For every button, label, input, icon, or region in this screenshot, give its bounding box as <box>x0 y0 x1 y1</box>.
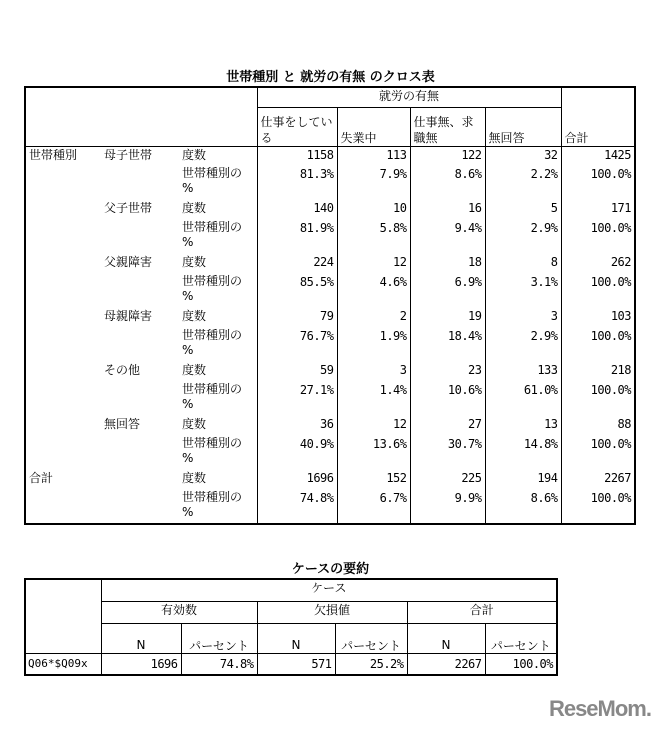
count-cell: 8 <box>485 254 561 274</box>
count-cell: 18 <box>410 254 485 274</box>
count-cell: 2 <box>337 308 410 328</box>
count-cell: 23 <box>410 362 485 382</box>
row-category-label: 母親障害 <box>104 309 153 323</box>
table-row <box>25 490 635 524</box>
table-row <box>25 308 635 328</box>
pct-cell: 100.0% <box>561 328 635 362</box>
table-row <box>25 328 635 362</box>
empty-cell <box>101 328 179 362</box>
pct-cell: 81.3% <box>257 166 337 200</box>
pct-cell: 9.4% <box>410 220 485 254</box>
row-variable-label: 合計 <box>29 471 54 485</box>
empty-cell <box>101 274 179 308</box>
pct-cell: 100.0% <box>561 490 635 524</box>
table-row <box>25 220 635 254</box>
pct-cell: 2.9% <box>485 220 561 254</box>
count-label: 度数 <box>182 309 207 323</box>
summary-title: ケースの要約 <box>291 562 370 577</box>
row-category-label: 無回答 <box>104 417 141 431</box>
corner-cell <box>25 579 101 653</box>
pct-cell: 5.8% <box>337 220 410 254</box>
count-cell: 152 <box>337 470 410 490</box>
n-header: N <box>101 623 181 653</box>
pct-cell: 1.4% <box>337 382 410 416</box>
count-cell: 103 <box>561 308 635 328</box>
count-cell: 36 <box>257 416 337 436</box>
empty-cell <box>101 220 179 254</box>
pct-cell: 81.9% <box>257 220 337 254</box>
table-row <box>25 200 635 220</box>
pct-cell: 30.7% <box>410 436 485 470</box>
empty-cell <box>25 436 101 470</box>
count-cell: 2267 <box>561 470 635 490</box>
pct-label: 世帯種別の % <box>182 328 243 357</box>
count-cell: 79 <box>257 308 337 328</box>
pct-label: 世帯種別の % <box>182 436 243 465</box>
empty-cell <box>25 274 101 308</box>
row-category-label: 母子世帯 <box>104 147 153 162</box>
count-cell: 194 <box>485 470 561 490</box>
pct-cell: 61.0% <box>485 382 561 416</box>
count-cell: 27 <box>410 416 485 436</box>
column-header: 仕事をしている <box>257 107 337 146</box>
pct-cell: 85.5% <box>257 274 337 308</box>
count-cell: 140 <box>257 200 337 220</box>
table-row <box>25 166 635 200</box>
row-category-label <box>101 470 179 490</box>
empty-cell <box>101 436 179 470</box>
summary-value: 1696 <box>101 653 181 675</box>
empty-cell <box>101 490 179 524</box>
pct-cell: 14.8% <box>485 436 561 470</box>
pct-cell: 6.7% <box>337 490 410 524</box>
pct-cell: 9.9% <box>410 490 485 524</box>
count-cell: 1158 <box>257 146 337 166</box>
table-row <box>25 416 635 436</box>
pct-cell: 2.2% <box>485 166 561 200</box>
table-row <box>25 146 635 166</box>
count-label: 度数 <box>182 417 207 431</box>
row-variable-label <box>25 200 101 220</box>
column-header: 失業中 <box>337 107 410 146</box>
count-cell: 10 <box>337 200 410 220</box>
count-cell: 12 <box>337 254 410 274</box>
empty-cell <box>25 166 101 200</box>
pct-cell: 100.0% <box>561 436 635 470</box>
total-header: 合計 <box>561 87 635 146</box>
pct-cell: 8.6% <box>485 490 561 524</box>
pct-cell: 100.0% <box>561 166 635 200</box>
count-cell: 3 <box>337 362 410 382</box>
pct-cell: 100.0% <box>561 220 635 254</box>
row-variable-label <box>25 254 101 274</box>
pct-label: 世帯種別の % <box>182 220 243 249</box>
summary-group-header: 合計 <box>407 601 557 623</box>
count-cell: 113 <box>337 146 410 166</box>
count-cell: 224 <box>257 254 337 274</box>
empty-cell <box>25 220 101 254</box>
summary-row-label: Q06*$Q09x <box>28 656 88 670</box>
pct-cell: 100.0% <box>561 382 635 416</box>
empty-cell <box>25 382 101 416</box>
count-label: 度数 <box>182 201 207 215</box>
row-variable-label <box>25 416 101 436</box>
group-header: 就労の有無 <box>257 87 561 107</box>
count-label: 度数 <box>182 363 207 377</box>
row-category-label: その他 <box>104 363 141 377</box>
count-cell: 5 <box>485 200 561 220</box>
percent-header: パーセント <box>335 623 407 653</box>
count-label: 度数 <box>182 147 207 162</box>
pct-cell: 4.6% <box>337 274 410 308</box>
count-cell: 88 <box>561 416 635 436</box>
summary-value: 74.8% <box>181 653 257 675</box>
count-cell: 19 <box>410 308 485 328</box>
empty-cell <box>101 166 179 200</box>
pct-label: 世帯種別の % <box>182 274 243 303</box>
table-row <box>25 362 635 382</box>
row-variable-label: 世帯種別 <box>29 147 78 162</box>
pct-cell: 74.8% <box>257 490 337 524</box>
count-cell: 1696 <box>257 470 337 490</box>
pct-cell: 6.9% <box>410 274 485 308</box>
row-category-label: 父子世帯 <box>104 201 153 215</box>
summary-value: 2267 <box>407 653 485 675</box>
row-variable-label <box>25 308 101 328</box>
count-label: 度数 <box>182 471 207 485</box>
count-cell: 3 <box>485 308 561 328</box>
column-header: 仕事無、求職無 <box>410 107 485 146</box>
pct-cell: 8.6% <box>410 166 485 200</box>
table-row <box>25 470 635 490</box>
empty-cell <box>101 382 179 416</box>
summary-value: 25.2% <box>335 653 407 675</box>
resemom-logo: ReseMom. <box>548 696 651 721</box>
empty-cell <box>25 490 101 524</box>
count-cell: 1425 <box>561 146 635 166</box>
count-cell: 133 <box>485 362 561 382</box>
table-row <box>25 254 635 274</box>
pct-cell: 2.9% <box>485 328 561 362</box>
table-row <box>25 274 635 308</box>
percent-header: パーセント <box>485 623 557 653</box>
count-cell: 171 <box>561 200 635 220</box>
pct-cell: 3.1% <box>485 274 561 308</box>
pct-label: 世帯種別の % <box>182 166 243 195</box>
summary-group-header: 欠損値 <box>257 601 407 623</box>
corner-cell <box>25 87 257 146</box>
count-cell: 225 <box>410 470 485 490</box>
summary-table <box>24 578 558 676</box>
crosstab-table <box>24 86 636 525</box>
percent-header: パーセント <box>181 623 257 653</box>
pct-label: 世帯種別の % <box>182 382 243 411</box>
summary-group-header: 有効数 <box>101 601 257 623</box>
pct-cell: 7.9% <box>337 166 410 200</box>
pct-cell: 40.9% <box>257 436 337 470</box>
n-header: N <box>257 623 335 653</box>
pct-cell: 13.6% <box>337 436 410 470</box>
table-row <box>25 436 635 470</box>
pct-cell: 1.9% <box>337 328 410 362</box>
count-cell: 218 <box>561 362 635 382</box>
group-header: ケース <box>101 579 557 601</box>
pct-cell: 27.1% <box>257 382 337 416</box>
row-variable-label <box>25 362 101 382</box>
column-header: 無回答 <box>485 107 561 146</box>
count-cell: 13 <box>485 416 561 436</box>
pct-label: 世帯種別の % <box>182 490 243 519</box>
summary-value: 100.0% <box>485 653 557 675</box>
empty-cell <box>25 328 101 362</box>
crosstab-title: 世帯種別 と 就労の有無 のクロス表 <box>226 70 435 85</box>
n-header: N <box>407 623 485 653</box>
table-row <box>25 382 635 416</box>
count-cell: 122 <box>410 146 485 166</box>
row-category-label: 父親障害 <box>104 255 153 269</box>
count-cell: 32 <box>485 146 561 166</box>
pct-cell: 18.4% <box>410 328 485 362</box>
summary-value: 571 <box>257 653 335 675</box>
count-cell: 16 <box>410 200 485 220</box>
count-cell: 262 <box>561 254 635 274</box>
pct-cell: 10.6% <box>410 382 485 416</box>
pct-cell: 76.7% <box>257 328 337 362</box>
count-cell: 12 <box>337 416 410 436</box>
pct-cell: 100.0% <box>561 274 635 308</box>
count-label: 度数 <box>182 255 207 269</box>
count-cell: 59 <box>257 362 337 382</box>
